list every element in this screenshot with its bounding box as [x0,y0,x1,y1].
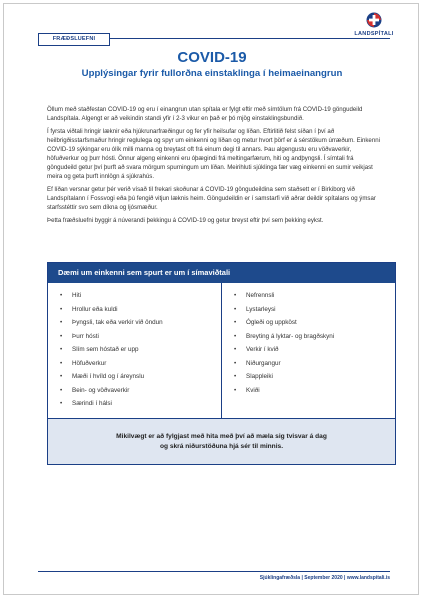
symptom-item: • Þurr hósti [58,330,221,344]
page-subtitle: Upplýsingar fyrir fullorðna einstaklinga í heimaeinangrun [81,68,343,79]
symptom-item: • Slappleiki [232,370,395,384]
symptom-item: • Særindi í hálsi [58,397,221,411]
symptom-item: • Höfuðverkur [58,357,221,371]
symptom-item: • Ógleði og uppköst [232,316,395,330]
landspitali-cross-icon [366,12,382,28]
footer-date: September 2020 [304,575,343,581]
symptom-item: • Hrollur eða kuldi [58,303,221,317]
symptom-box [47,262,396,465]
page-title: COVID-19 [177,49,247,66]
symptom-box-header: Dæmi um einkenni sem spurt er um í símaviðtali [48,263,395,283]
footer-separator: | [344,575,346,581]
symptom-item: • Þyngsli, tak eða verkir við öndun [58,316,221,330]
symptom-item: • Verkir í kvið [232,343,395,357]
symptom-item: • Nefrennsli [232,289,395,303]
symptom-item: • Bein- og vöðvaverkir [58,384,221,398]
footer-separator: | [301,575,303,581]
document-type-tag: FRÆÐSLUEFNI [38,33,110,46]
symptom-item: • Mæði í hvíld og í áreynslu [58,370,221,384]
footer-url[interactable]: www.landspitali.is [346,575,390,581]
footer-rule [38,571,390,572]
symptom-item: • Breyting á lyktar- og bragðskyni [232,330,395,344]
temperature-note-line-2: og skrá niðurstöðuna hjá sér til minnis. [159,443,284,450]
page-footer [38,575,390,581]
symptom-item: • Kviði [232,384,395,398]
temperature-note [48,418,395,464]
symptom-item: • Lystarleysi [232,303,395,317]
intro-paragraph-4: Þetta fræðsluefni byggir á núverandi þekkingu á COVID-19 og getur breyst eftir því sem þekking eykst. [47,217,324,224]
intro-paragraph-3: Ef líðan versnar getur þér verið vísað til frekari skoðunar á COVID-19 göngudeildina sem staðsett er í Birkiborg við Landspítalann í Fossvogi eða þú fengið vitjun læknis heim. Göngudeildin er í samstarfi við aðrar deildir spítalans og ýmsar starfsstéttir svo sem díkna og ljósmæður. [47,186,376,211]
temperature-note-line-1: Mikilvægt er að fylgjast með hita með því að mæla sig tvisvar á dag [116,433,327,440]
symptom-item: • Hiti [58,289,221,303]
symptom-item: • Niðurgangur [232,357,395,371]
symptom-list-left [48,283,222,418]
landspitali-logo [348,12,400,42]
symptom-item: • Slím sem hóstað er upp [58,343,221,357]
intro-paragraph-1: Öllum með staðfestan COVID-19 og eru í einangrun utan spítala er fylgt eftir með símtölum frá COVID-19 göngudeild Landspítala. Algengt er að veikindin standi yfir í 2-3 vikur en það er þó mjög einstaklingsbundið. [47,106,363,122]
intro-paragraph-2: Í fyrsta viðtali hringir læknir eða hjúkrunarfræðingur og fer yfir heilsufar og líðan. Eftirlitið felst síðan í því að heilbrigðisstarfsmaður hringir reglulega og spyr um einkenni og líðan og metur hvort þörf er á sérstökum úrræðum. Einkenni COVID-19 sýkingar eru ólík milli manna og breytast oft frá einum degi til annars. Þau algengustu eru vöðvaverkir, höfuðverkur og þurr hósti. Önnur algeng einkenni eru óþægindi frá meltingarfærum, hiti og andþyngsli. Í símtali frá göngudeild getur því þurft að svara mörgum spurningum um líðan. Meirihluti sjúklinga fær væg einkenni en sumir veikjast meira og geta þurft innlögn á sjúkrahús. [47,128,380,180]
footer-label: Sjúklingafræðsla [259,575,301,581]
intro-text [47,105,383,229]
symptom-list-right [222,283,395,418]
logo-wordmark: LANDSPÍTALI [354,31,394,37]
